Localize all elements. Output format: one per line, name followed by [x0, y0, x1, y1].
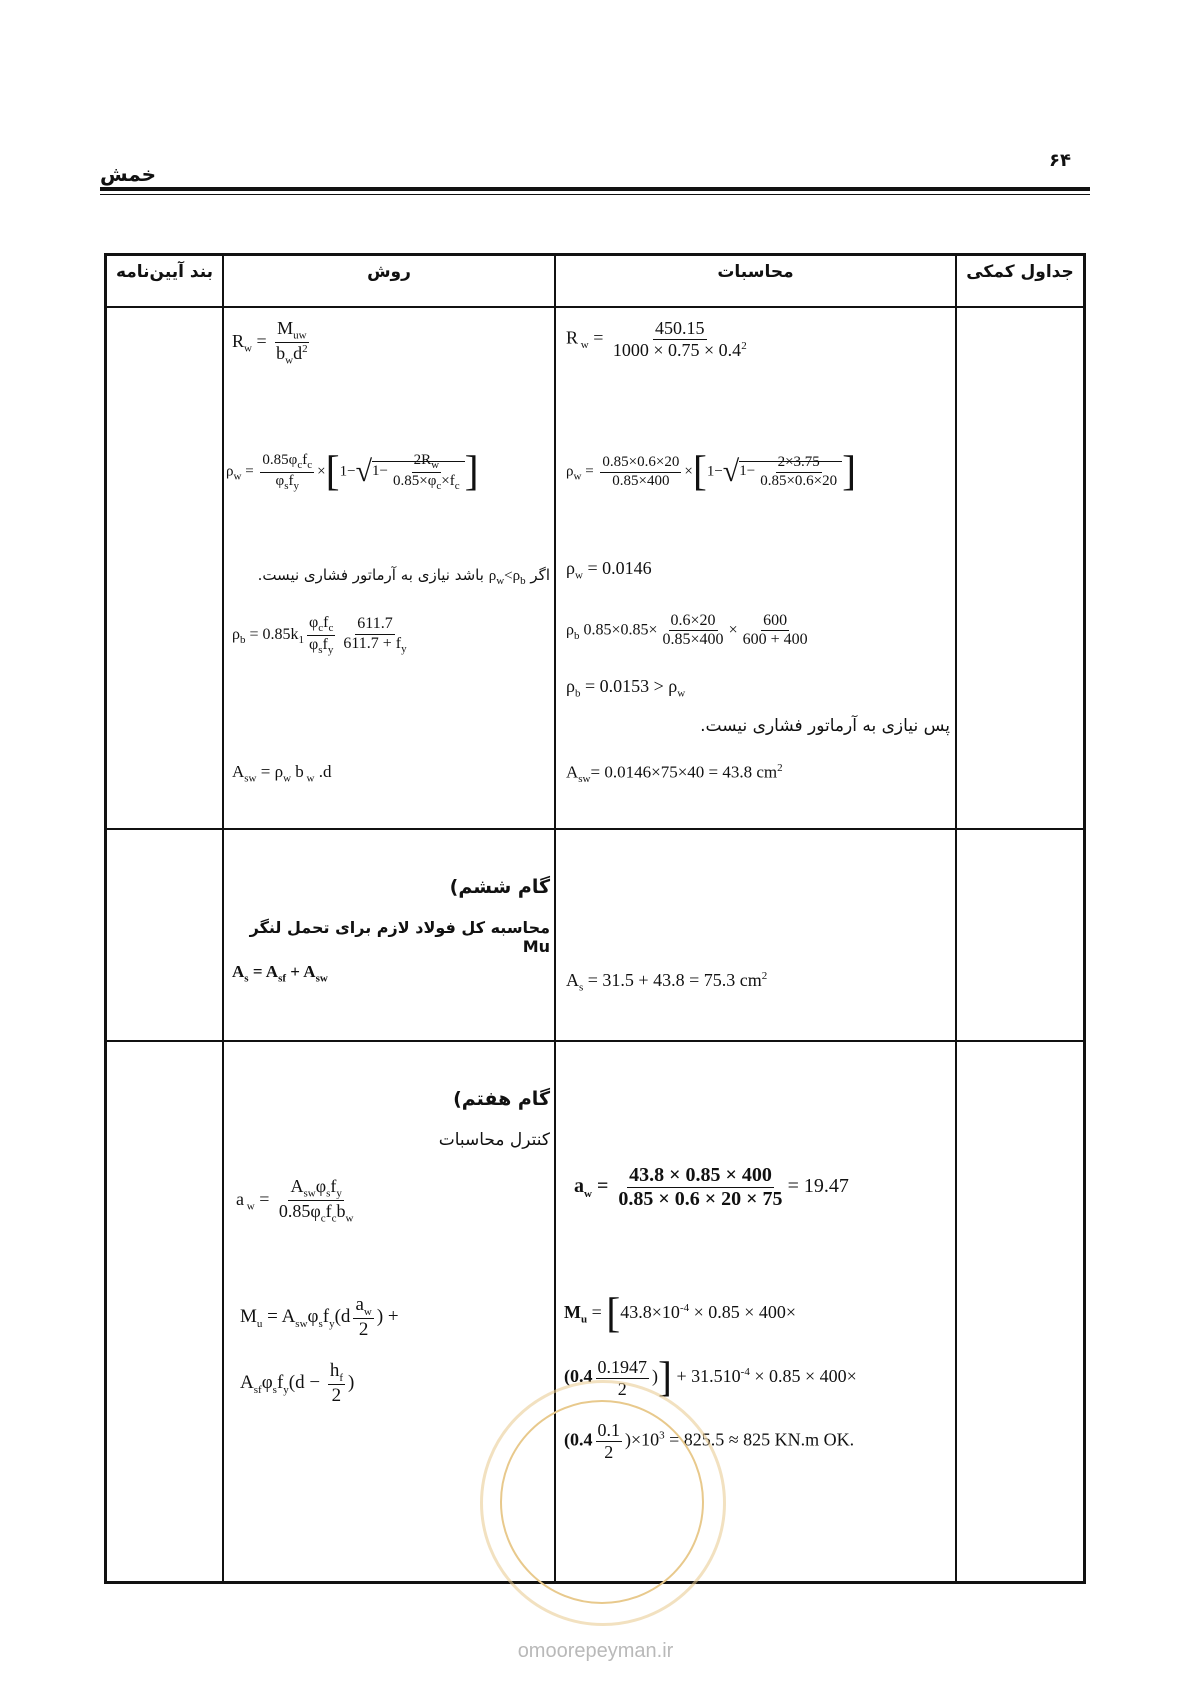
watermark-seal-inner — [500, 1400, 704, 1604]
rho-b-calc: $\rho_b$ 0.85×0.85× $\frac{0.6\times 20}{0.85\times 400}$ × $\frac{600}{600 + 400}$ — [566, 612, 808, 649]
col-header-calculations: محاسبات — [717, 262, 794, 282]
mu-calc-line2: (0.4 $\frac{0.1947}{2}$ )] + $31.510^{-4} \times 0.85 \times 400\times$ — [564, 1355, 857, 1401]
page-number: ۶۴ — [1049, 150, 1071, 171]
mu-calc-line3: (0.4 $\frac{0.1}{2}$ )$\times 10^3 = 825.5 \approx 825$ KN.m OK. — [564, 1420, 855, 1462]
rho-condition-note: اگر $\rho_w<\rho_b$ باشد نیازی به آرماتور فشاری نیست. — [257, 566, 550, 587]
col-header-aux-tables: جداول کمکی — [966, 262, 1074, 282]
column-divider — [554, 253, 556, 1584]
mu-calc-line1: $M_u = [43.8\times 10^{-4} \times 0.85 \times 400\times$ — [564, 1291, 797, 1337]
header-rule-thin — [100, 194, 1090, 195]
aw-calc: $a_w$ = $\frac{43.8 \times 0.85 \times 400}{0.85 \times 0.6 \times 20 \times 75}$ = 19.47 — [574, 1164, 849, 1210]
column-divider — [222, 253, 224, 1584]
col-header-code-clause: بند آیین‌نامه — [115, 262, 214, 282]
rho-w-result: $\rho_w = 0.0146$ — [566, 558, 652, 582]
rw-calc: R $_w$ = $\frac{450.15}{1000 \times 0.75 \times 0.4^2}$ — [566, 318, 747, 360]
step-seven-desc: کنترل محاسبات — [438, 1130, 550, 1150]
mu-formula-line2: $A_{sf}\varphi_sf_y(d$ − $\frac{h_f}{2}$ ) — [240, 1360, 355, 1407]
no-compression-steel-note: پس نیازی به آرماتور فشاری نیست. — [700, 716, 950, 736]
step-seven-title: گام هفتم) — [453, 1088, 550, 1110]
as-total-formula: $A_s = A_{sf} + A_{sw}$ — [232, 962, 328, 985]
mu-formula-line1: $M_u = A_{sw}\varphi_sf_y(d$ $\frac{a_w}{2}$ ) + — [240, 1294, 399, 1341]
table-header-divider — [104, 306, 1086, 308]
chapter-title: خمش — [100, 162, 157, 186]
as-total-calc: $A_s = 31.5 + 43.8 = 75.3$ $cm^2$ — [566, 970, 768, 994]
watermark-text: omoorepeyman.ir — [517, 1640, 674, 1662]
row-divider — [104, 828, 1086, 830]
aw-formula: a $_w$ = $\frac{A_{sw}\varphi_sf_y}{0.85\varphi_cf_cb_w}$ — [236, 1176, 354, 1225]
col-header-method: روش — [367, 262, 411, 282]
step-six-title: گام ششم) — [449, 876, 550, 898]
asw-calc: $A_{sw}= 0.0146\times 75\times 40 = 43.8$ $cm^2$ — [566, 762, 783, 786]
rho-b-formula: $\rho_b = 0.85k_1$ $\frac{\varphi_cf_c}{\varphi_sf_y}$ $\frac{611.7}{611.7 + f_y}$ — [232, 614, 407, 657]
column-divider — [955, 253, 957, 1584]
rw-formula: $R_w$ = $\frac{M_{uw}}{b_wd^2}$ — [232, 318, 308, 367]
step-six-desc: محاسبه کل فولاد لازم برای تحمل لنگر Mu — [249, 918, 550, 956]
rho-w-formula: $\rho_w$ = $\frac{0.85\varphi_cf_c}{\varphi_sf_y}$ ×[1−√1− $\frac{2R_w}{0.85\times\varphi_c\times f_c}$ ] — [226, 449, 479, 495]
header-rule — [100, 187, 1090, 191]
row-divider — [104, 1040, 1086, 1042]
rho-w-calc: $\rho_w$ = $\frac{0.85\times 0.6\times 20}{0.85\times 400}$ ×[1−√1− $\frac{2\times 3.75}{0.85\times 0.6\times 20}$ ] — [566, 449, 857, 495]
asw-formula: $A_{sw} = \rho_w$ b $_w$ .d — [232, 762, 332, 785]
rho-b-result: $\rho_b = 0.0153 > \rho_w$ — [566, 676, 686, 700]
